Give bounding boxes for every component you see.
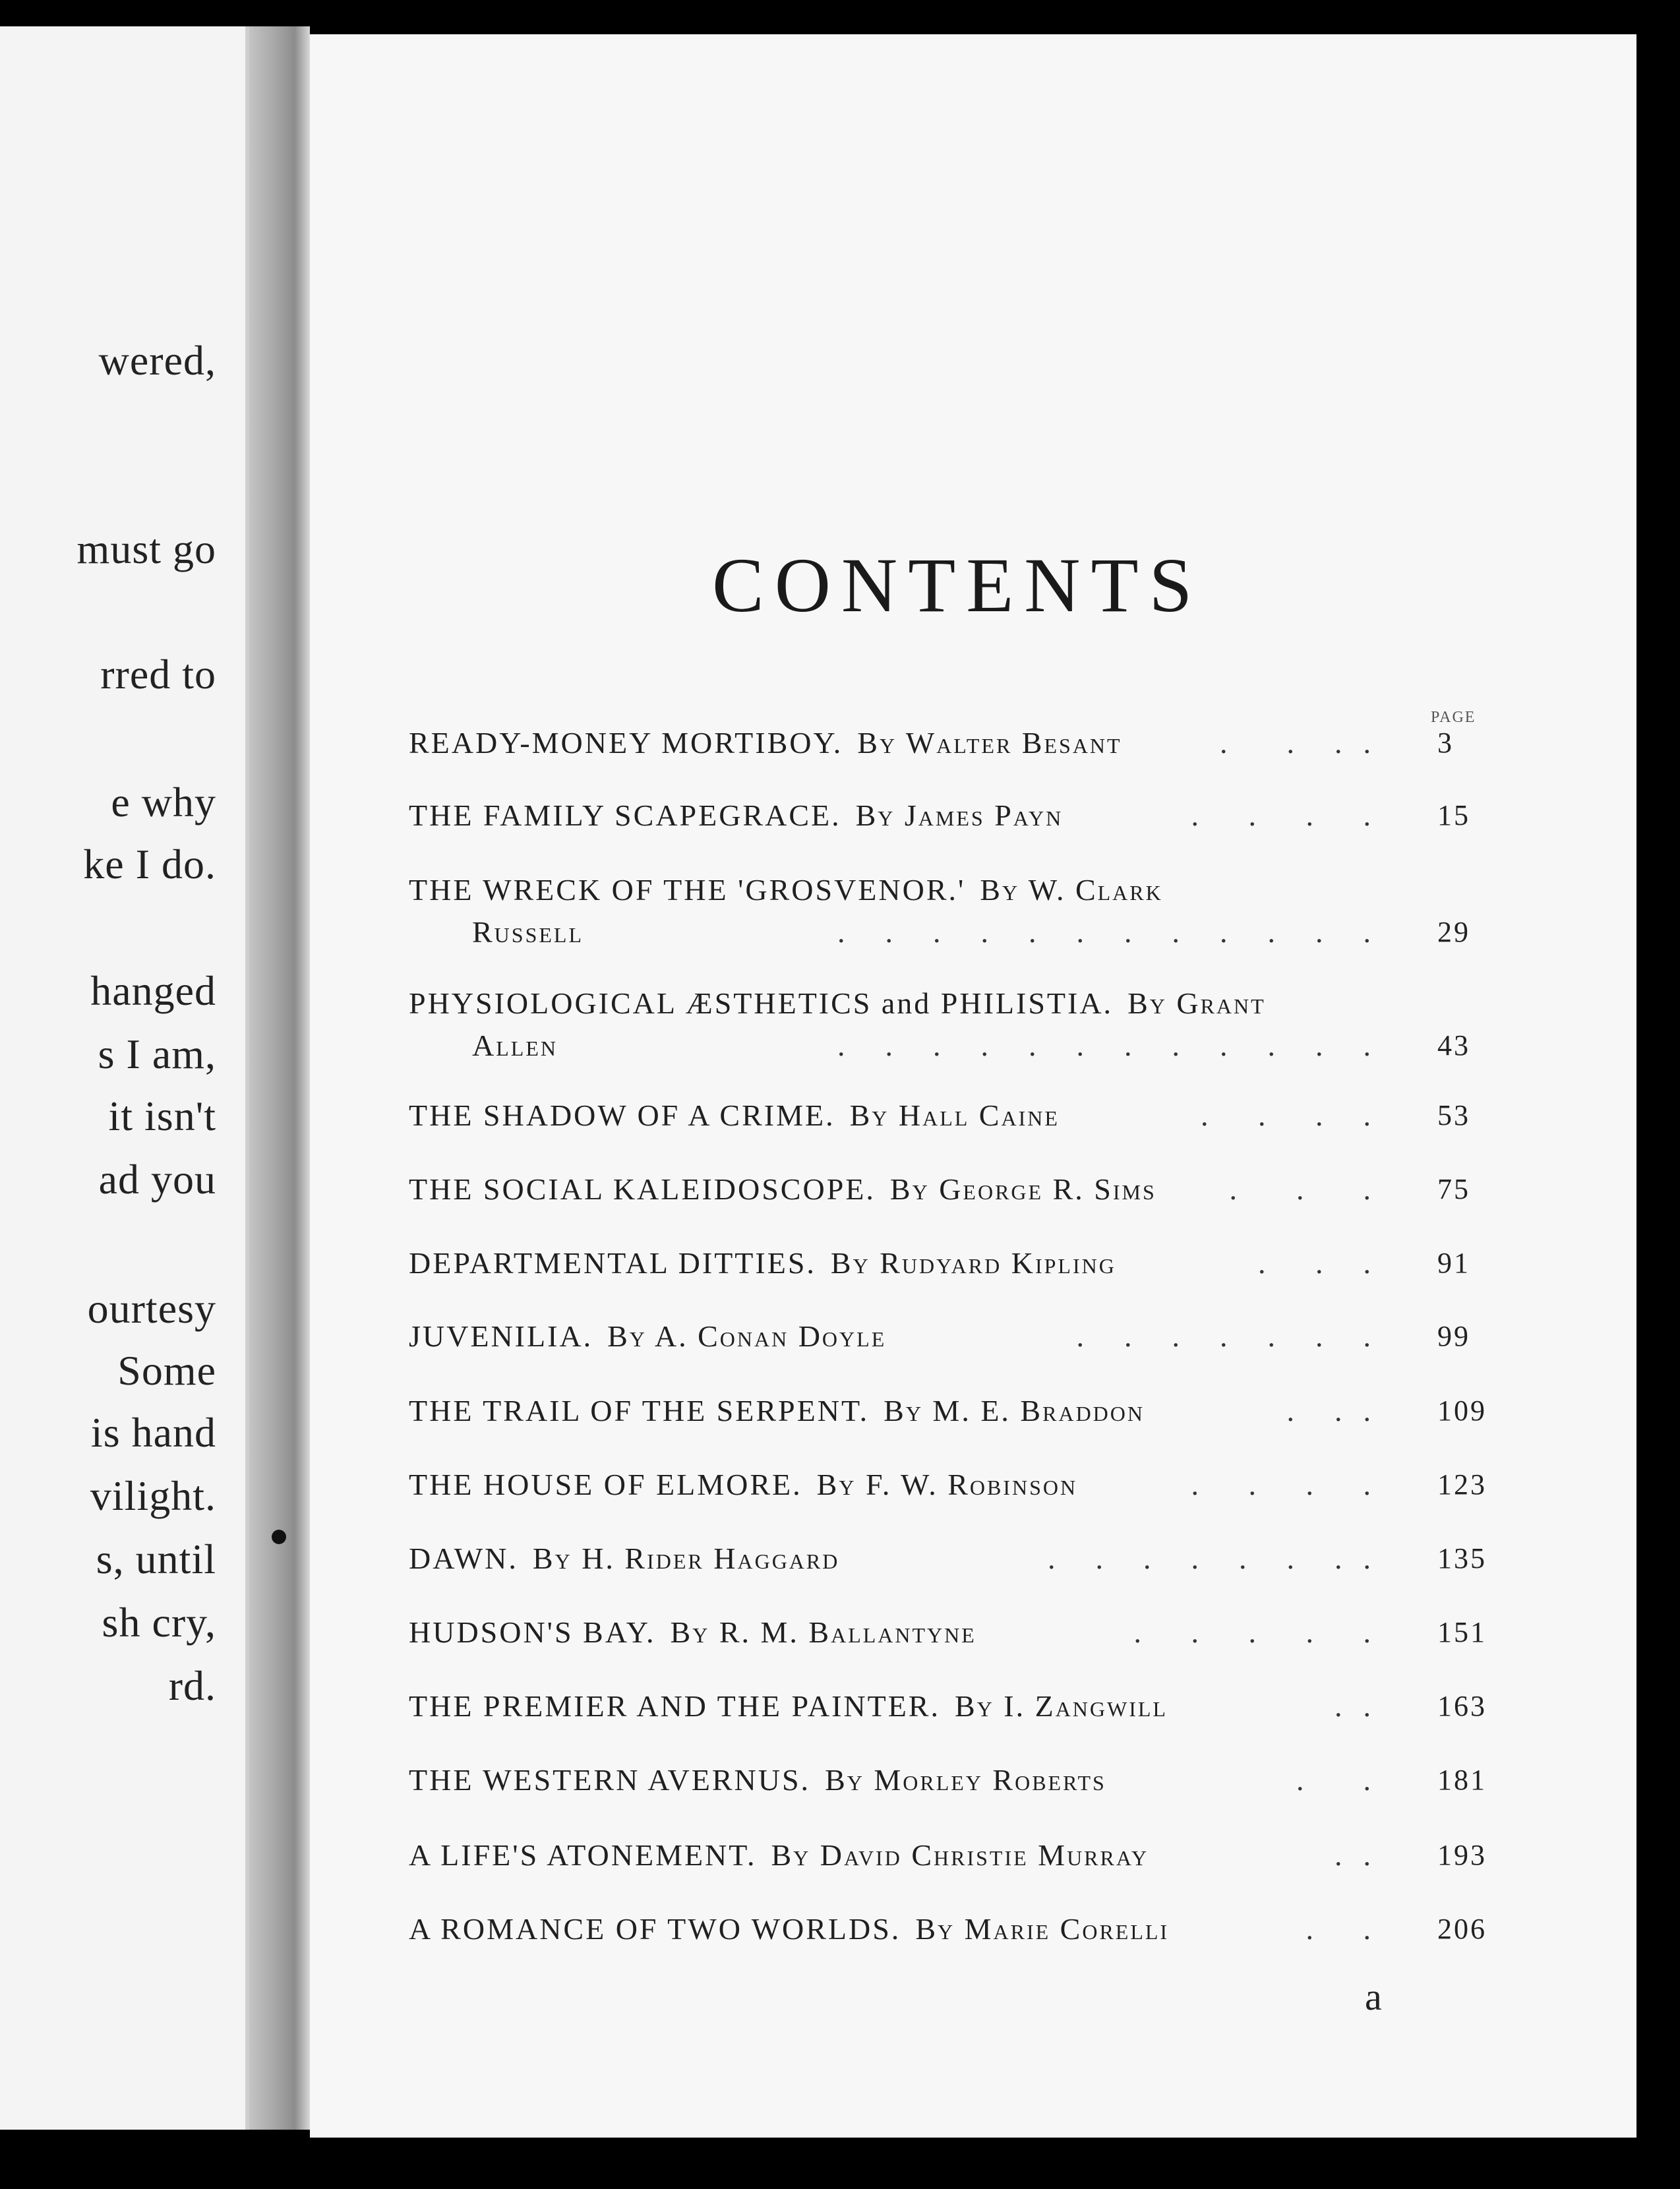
contents-entry — [409, 795, 1470, 837]
contents-entry — [409, 1834, 1487, 1876]
entry-author: By Morley Roberts — [825, 1763, 1106, 1797]
left-page-fragment: s, until — [96, 1536, 216, 1582]
leader-dots: . . — [1335, 1689, 1411, 1723]
entry-title: THE WRECK OF THE 'GROSVENOR.' — [409, 873, 966, 907]
left-page-fragment: vilight. — [90, 1472, 216, 1519]
leader-dots: . . . . — [1220, 726, 1411, 760]
left-page-fragment: ad you — [98, 1156, 216, 1203]
contents-entry — [409, 1685, 1487, 1727]
entry-page-number: 91 — [1437, 1247, 1470, 1279]
leader-dots: . . . — [1286, 1394, 1411, 1427]
contents-entry — [409, 982, 1470, 1067]
entry-author: By James Payn — [855, 798, 1064, 832]
left-page-fragment: wered, — [98, 337, 216, 384]
entry-title: PHYSIOLOGICAL ÆSTHETICS and PHILISTIA. — [409, 986, 1114, 1020]
entry-title: READY-MONEY MORTIBOY. — [409, 726, 843, 760]
entry-author: By W. Clark — [980, 873, 1163, 907]
entry-page-number: 193 — [1437, 1839, 1487, 1871]
entry-author: By M. E. Braddon — [884, 1394, 1145, 1427]
contents-entry — [409, 1759, 1487, 1801]
entry-title: DEPARTMENTAL DITTIES. — [409, 1246, 816, 1280]
left-page-fragment: e why — [111, 779, 216, 825]
left-page-fragment: rred to — [100, 651, 216, 698]
contents-entry — [409, 869, 1470, 953]
left-page-fragment: hanged — [90, 967, 216, 1014]
entry-title: DAWN. — [409, 1542, 518, 1575]
entry-page-number: 75 — [1437, 1173, 1470, 1205]
entry-title: A LIFE'S ATONEMENT. — [409, 1838, 757, 1872]
leader-dots: . . . . . — [1133, 1615, 1411, 1649]
leader-dots: . . . . . . . . . . . . — [837, 1029, 1411, 1062]
entry-title: THE FAMILY SCAPEGRACE. — [409, 798, 841, 832]
left-page-fragment: ke I do. — [83, 841, 216, 887]
entry-page-number: 15 — [1437, 799, 1470, 831]
leader-dots: . . — [1305, 1912, 1411, 1946]
left-page-fragment: rd. — [168, 1662, 216, 1709]
leader-dots: . . — [1335, 1838, 1411, 1872]
entry-author: By A. Conan Doyle — [607, 1319, 887, 1353]
book-gutter — [249, 26, 310, 2130]
contents-entry — [409, 1464, 1487, 1506]
entry-page-number: 53 — [1437, 1099, 1470, 1131]
leader-dots: . . . — [1258, 1246, 1411, 1280]
entry-author: By Hall Caine — [849, 1098, 1060, 1132]
leader-dots: . . . . . . . . . . . . — [837, 915, 1411, 949]
left-page-fragment: it isn't — [108, 1093, 216, 1139]
entry-page-number: 43 — [1437, 1029, 1470, 1062]
contents-entry — [409, 1242, 1470, 1284]
entry-page-number: 123 — [1437, 1468, 1487, 1501]
contents-entry — [409, 1611, 1487, 1654]
entry-author: By Marie Corelli — [915, 1912, 1170, 1946]
entry-author: By David Christie Murray — [771, 1838, 1149, 1872]
entry-page-number: 151 — [1437, 1616, 1487, 1648]
entry-title: THE HOUSE OF ELMORE. — [409, 1468, 802, 1501]
entry-title: THE PREMIER AND THE PAINTER. — [409, 1689, 940, 1723]
entry-title: A ROMANCE OF TWO WORLDS. — [409, 1912, 901, 1946]
left-page-fragment: must go — [76, 525, 216, 572]
left-page — [0, 26, 249, 2130]
left-page-fragment: s I am, — [98, 1031, 216, 1077]
entry-author-continued: Allen — [472, 1029, 558, 1062]
leader-dots: . . . . — [1191, 1468, 1411, 1501]
entry-title: JUVENILIA. — [409, 1319, 593, 1353]
contents-entry — [409, 1538, 1487, 1580]
contents-entry — [409, 1168, 1470, 1211]
entry-title: THE WESTERN AVERNUS. — [409, 1763, 811, 1797]
entry-page-number: 99 — [1437, 1320, 1470, 1352]
leader-dots: . . . . — [1191, 798, 1411, 832]
entry-title: THE SHADOW OF A CRIME. — [409, 1098, 835, 1132]
entry-author: By F. W. Robinson — [816, 1468, 1078, 1501]
left-page-fragment: ourtesy — [87, 1285, 216, 1332]
page-column-header: PAGE — [1431, 709, 1476, 726]
entry-author: By Walter Besant — [857, 726, 1122, 760]
left-page-fragment: sh cry, — [102, 1599, 216, 1646]
entry-author: By Rudyard Kipling — [830, 1246, 1116, 1280]
entry-page-number: 135 — [1437, 1542, 1487, 1574]
entry-page-number: 109 — [1437, 1394, 1487, 1427]
contents-entry — [409, 722, 1454, 764]
signature-mark: a — [1365, 1975, 1382, 2018]
ink-blot — [272, 1530, 286, 1544]
page-title: CONTENTS — [712, 542, 1203, 628]
leader-dots: . . . — [1229, 1172, 1411, 1206]
entry-author: By George R. Sims — [889, 1172, 1156, 1206]
entry-author: By Grant — [1127, 986, 1266, 1020]
leader-dots: . . . . — [1201, 1098, 1411, 1132]
contents-entry — [409, 1390, 1487, 1432]
entry-page-number: 181 — [1437, 1764, 1487, 1796]
entry-author-continued: Russell — [472, 915, 584, 949]
contents-entry — [409, 1094, 1470, 1137]
entry-author: By I. Zangwill — [954, 1689, 1168, 1723]
contents-entry — [409, 1315, 1470, 1358]
entry-page-number: 163 — [1437, 1690, 1487, 1722]
contents-entry — [409, 1908, 1487, 1950]
leader-dots: . . — [1296, 1763, 1411, 1797]
leader-dots: . . . . . . . — [1076, 1319, 1411, 1353]
entry-page-number: 3 — [1437, 727, 1454, 759]
entry-page-number: 29 — [1437, 916, 1470, 948]
contents-page — [310, 34, 1636, 2138]
entry-title: THE SOCIAL KALEIDOSCOPE. — [409, 1172, 876, 1206]
entry-author: By H. Rider Haggard — [532, 1542, 840, 1575]
left-page-fragment: is hand — [90, 1409, 216, 1456]
entry-page-number: 206 — [1437, 1913, 1487, 1945]
leader-dots: . . . . . . . . — [1048, 1542, 1411, 1575]
entry-author: By R. M. Ballantyne — [670, 1615, 976, 1649]
entry-title: THE TRAIL OF THE SERPENT. — [409, 1394, 870, 1427]
left-page-fragment: Some — [117, 1347, 216, 1394]
entry-title: HUDSON'S BAY. — [409, 1615, 656, 1649]
scan-border — [1636, 34, 1680, 2189]
